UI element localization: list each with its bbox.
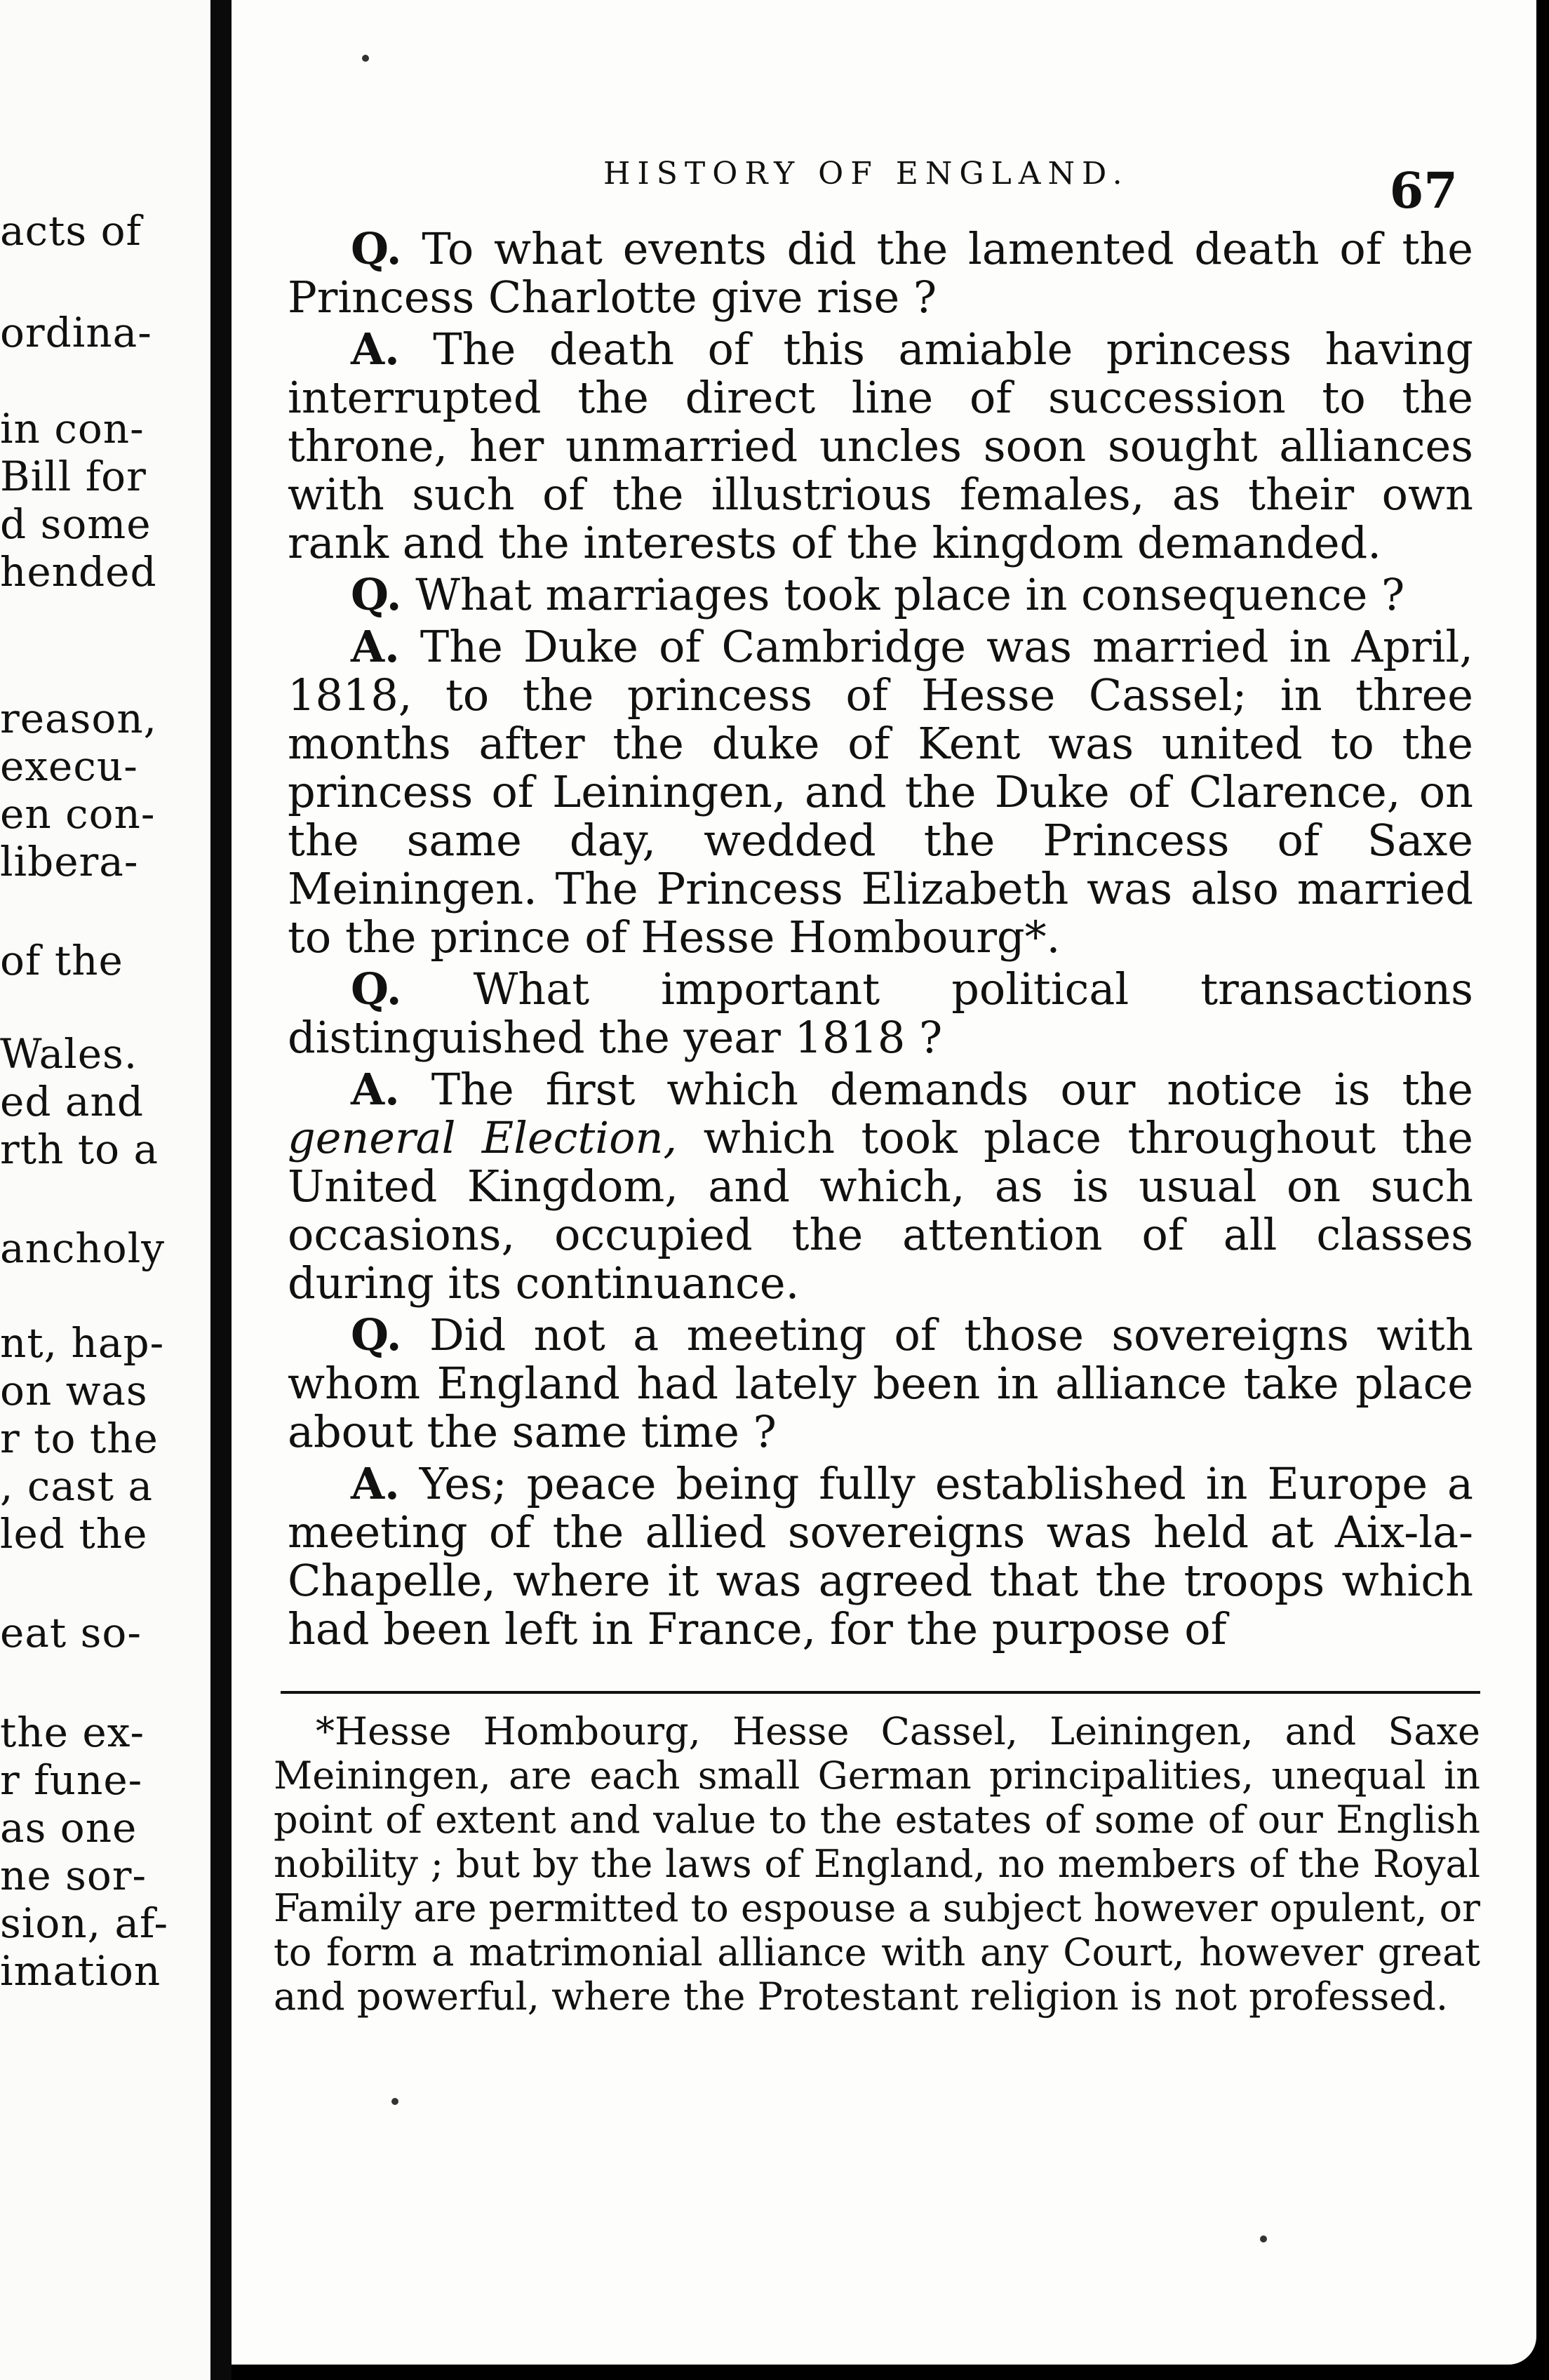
footnote: *Hesse Hombourg, Hesse Cassel, Leiningen, and Saxe Meiningen, are each small German principalities, unequal in point of extent and value to the estates of some of our English nobility ; but by the laws of England, no members of the Royal Family are permitted to espouse a subject however opulent, or to form a matrimonial alliance with any Court, however great and powerful, where the Protestant religion is not professed. [274, 1709, 1480, 2019]
paragraph-answer [288, 1459, 1473, 1653]
speck-mark [1260, 2235, 1267, 2242]
previous-page-line: r fune- [0, 1756, 143, 1804]
previous-page-line: reason, [0, 695, 158, 742]
previous-page-line: on was [0, 1367, 148, 1415]
paragraph-answer [288, 325, 1473, 567]
footnote-rule [281, 1691, 1480, 1694]
paragraph-question [288, 965, 1473, 1062]
previous-page-line: ne sor- [0, 1852, 147, 1899]
paragraph-question [288, 570, 1473, 619]
paragraph-answer [288, 1065, 1473, 1307]
answer-label: A. [351, 621, 400, 672]
previous-page-line: en con- [0, 790, 156, 838]
previous-page-line: libera- [0, 838, 139, 885]
speck-mark [391, 2098, 398, 2105]
speck-mark [362, 55, 369, 62]
answer-text: Yes; peace being fully established in Europe a meeting of the allied sovereigns was held at Aix-la-Chapelle, where it was agreed that the troops which had been left in France, for the purpose of [288, 1458, 1473, 1654]
answer-label: A. [351, 1064, 400, 1115]
paragraph-question [288, 1311, 1473, 1456]
body-text [288, 225, 1473, 1653]
question-label: Q. [351, 963, 402, 1015]
question-text: To what events did the lamented death of the Princess Charlotte give rise ? [288, 223, 1473, 323]
previous-page-line: rth to a [0, 1125, 159, 1173]
previous-page-line: in con- [0, 405, 145, 453]
previous-page-line: ancholy [0, 1224, 166, 1272]
previous-page-line: ed and [0, 1078, 144, 1125]
previous-page-line: eat so- [0, 1609, 142, 1657]
question-label: Q. [351, 569, 402, 620]
answer-text: The first which demands our notice is the [399, 1064, 1473, 1115]
previous-page-line: hended [0, 548, 157, 596]
paragraph-answer [288, 622, 1473, 961]
previous-page-line: d some [0, 500, 152, 548]
answer-text: The Duke of Cambridge was married in April, 1818, to the princess of Hesse Cassel; in three months after the duke of Kent was united to the princess of Leiningen, and the Duke of Clarence, on the same day, wedded the Princess of Saxe Meiningen. The Princess Elizabeth was also married to the prince of Hesse Hombourg*. [288, 621, 1473, 963]
previous-page-line: Wales. [0, 1030, 138, 1078]
question-text: Did not a meeting of those sovereigns with whom England had lately been in alliance take place about the same time ? [288, 1309, 1473, 1457]
answer-label: A. [351, 1458, 400, 1509]
previous-page-line: led the [0, 1510, 148, 1558]
question-text: What important political transactions distinguished the year 1818 ? [288, 963, 1473, 1063]
previous-page-line: of the [0, 937, 123, 984]
running-head: HISTORY OF ENGLAND. [603, 156, 1129, 192]
previous-page-line: acts of [0, 207, 142, 255]
previous-page-line: , cast a [0, 1462, 154, 1510]
paragraph-question [288, 225, 1473, 321]
previous-page-line: r to the [0, 1415, 159, 1462]
previous-page-line: nt, hap- [0, 1319, 165, 1367]
question-label: Q. [351, 223, 402, 274]
previous-page-sliver [0, 0, 215, 2380]
answer-label: A. [351, 323, 400, 375]
previous-page-line: sion, af- [0, 1899, 169, 1947]
previous-page-line: Bill for [0, 453, 147, 500]
previous-page-line: ordina- [0, 309, 152, 356]
page-number: 67 [1389, 161, 1458, 220]
question-text: What marriages took place in consequence ? [401, 569, 1405, 620]
answer-italic-text: general Election, [288, 1112, 678, 1163]
book-page [232, 0, 1536, 2365]
question-label: Q. [351, 1309, 402, 1361]
previous-page-line: the ex- [0, 1709, 145, 1756]
previous-page-line: imation [0, 1947, 161, 1995]
book-gutter [210, 0, 232, 2380]
answer-text: The death of this amiable princess having interrupted the direct line of succession to the throne, her unmarried uncles soon sought alliances with such of the illustrious females, as their own rank and the interests of the kingdom demanded. [288, 323, 1473, 568]
previous-page-line: execu- [0, 742, 138, 790]
answer-text: which took place throughout the United Kingdom, and which, as is usual on such occasions, occupied the attention of all classes during its continuance. [288, 1112, 1473, 1309]
previous-page-line: as one [0, 1804, 138, 1852]
